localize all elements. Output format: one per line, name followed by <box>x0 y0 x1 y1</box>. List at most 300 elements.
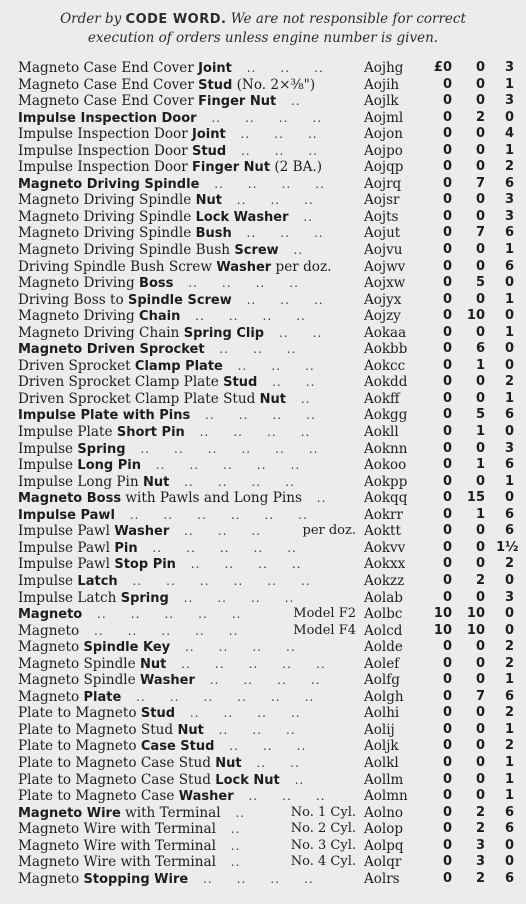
shillings-cell: 0 <box>475 242 485 258</box>
leader-dots: .. .. .. <box>214 342 316 357</box>
part-description <box>18 656 166 674</box>
pence-cell: 1 <box>504 242 514 258</box>
part-row <box>18 606 518 623</box>
part-description <box>18 590 169 608</box>
leader-dots: .. .. .. .. .. .. <box>131 689 334 704</box>
pounds-cell: 0 <box>442 837 452 853</box>
part-description <box>18 805 221 823</box>
part-name-bold: Magneto Boss <box>18 491 122 507</box>
part-name-bold: Long Pin <box>77 458 141 474</box>
shillings-cell: 0 <box>475 390 485 406</box>
part-name-text: with Pawls and Long Pins <box>121 490 302 507</box>
part-name-text: Driven Sprocket <box>18 357 135 374</box>
part-description <box>18 738 214 756</box>
part-row <box>18 275 518 292</box>
part-description <box>18 755 242 773</box>
shillings-cell: 0 <box>475 440 485 456</box>
part-name-text: Magneto Spindle <box>18 655 141 672</box>
part-description <box>18 126 226 144</box>
part-row <box>18 772 518 789</box>
pounds-cell: 0 <box>442 854 452 870</box>
part-description <box>18 308 180 326</box>
part-name-bold: Screw <box>234 243 279 259</box>
part-description <box>18 358 223 376</box>
pence-cell: 6 <box>504 506 514 522</box>
pence-cell: 1 <box>504 788 514 804</box>
order-instructions <box>28 10 498 48</box>
pence-cell: 6 <box>504 688 514 704</box>
part-description <box>18 556 176 574</box>
leader-dots: .. .. .. .. <box>200 408 336 423</box>
pence-cell: 2 <box>504 705 514 721</box>
code-word-cell: Aolef <box>364 655 400 672</box>
part-name-text: Impulse <box>18 440 78 457</box>
leader-dots: .. .. .. .. <box>209 176 345 191</box>
shillings-cell: 0 <box>475 291 485 307</box>
pounds-cell: 0 <box>442 341 452 357</box>
shillings-cell: 0 <box>475 142 485 158</box>
pounds-cell: 0 <box>442 721 452 737</box>
part-name-text: Magneto Driving Spindle <box>18 192 196 209</box>
pounds-cell: 0 <box>442 506 452 522</box>
part-row <box>18 722 518 739</box>
code-word-cell: Aojml <box>364 109 404 126</box>
part-row <box>18 159 518 176</box>
code-word-cell: Aojyx <box>364 291 402 308</box>
part-name-text: Impulse <box>18 572 78 589</box>
pence-cell: 0 <box>504 490 514 506</box>
part-name-bold: Nut <box>195 193 222 209</box>
pence-cell: 2 <box>504 374 514 390</box>
part-name-bold: Finger Nut <box>192 160 271 176</box>
pounds-cell: 0 <box>442 771 452 787</box>
shillings-cell: 0 <box>475 705 485 721</box>
pence-cell: 1 <box>504 754 514 770</box>
leader-dots: .. .. .. .. .. <box>150 458 320 473</box>
part-note: No. 4 Cyl. <box>290 854 356 870</box>
pounds-cell: 0 <box>442 523 452 539</box>
pence-cell: 1 <box>504 76 514 92</box>
part-name-text: Plate to Magneto Stud <box>18 721 178 738</box>
shillings-cell: 7 <box>475 175 485 191</box>
pence-cell: 1½ <box>496 539 519 555</box>
shillings-cell: 1 <box>475 357 485 373</box>
code-word-cell: Aokxx <box>364 556 406 573</box>
leader-dots: .. .. .. .. <box>179 474 315 489</box>
part-name-bold: Joint <box>198 61 232 76</box>
part-description <box>18 441 126 459</box>
part-row <box>18 656 518 673</box>
part-row <box>18 573 518 590</box>
pence-cell: 0 <box>504 572 514 588</box>
part-description <box>18 93 276 111</box>
pence-cell: 6 <box>504 175 514 191</box>
part-name-bold: Magneto Driving Spindle <box>18 176 200 192</box>
leader-dots: .. <box>225 822 260 837</box>
code-word-cell: Aokoo <box>364 457 407 474</box>
code-word-cell: Aojih <box>364 76 400 93</box>
part-row <box>18 225 518 242</box>
part-name-text: Plate to Magneto <box>18 738 141 755</box>
pence-cell: 0 <box>504 308 514 324</box>
part-row <box>18 259 518 276</box>
part-name-text: (2 BA.) <box>270 159 323 176</box>
part-description <box>18 474 169 492</box>
part-name-text: Magneto Case End Cover <box>18 93 199 110</box>
code-word-cell: Aolno <box>364 804 404 821</box>
part-description <box>18 209 289 227</box>
part-name-text: Magneto <box>18 622 80 639</box>
part-row <box>18 407 518 424</box>
part-row <box>18 507 518 524</box>
part-row <box>18 341 518 358</box>
pence-cell: 0 <box>504 341 514 357</box>
leader-dots: .. <box>225 855 260 870</box>
part-name-text: Impulse Long Pin <box>18 473 143 490</box>
part-row <box>18 60 518 77</box>
leader-dots: .. .. .. <box>231 193 334 208</box>
pounds-cell: £0 <box>433 60 452 75</box>
leader-dots: .. .. <box>274 325 342 340</box>
part-name-text: Impulse Plate <box>18 424 117 441</box>
part-description <box>18 672 195 690</box>
pence-cell: 4 <box>504 126 514 142</box>
part-row <box>18 838 518 855</box>
leader-dots: .. .. .. <box>241 226 343 241</box>
part-name-text: Driven Sprocket Clamp Plate <box>18 374 224 391</box>
pounds-cell: 0 <box>442 76 452 92</box>
part-name-text: Magneto Case End Cover <box>18 60 199 76</box>
code-word-cell: Aolfg <box>364 672 400 689</box>
shillings-cell: 0 <box>475 208 485 224</box>
pounds-cell: 0 <box>442 192 452 208</box>
part-name-text: Plate to Magneto Case <box>18 788 179 805</box>
pounds-cell: 0 <box>442 357 452 373</box>
part-name-text: Driving Spindle Bush Screw <box>18 258 217 275</box>
code-word-cell: Aolij <box>364 721 395 738</box>
pounds-cell: 0 <box>442 738 452 754</box>
part-name-text: Magneto Wire with Terminal <box>18 837 216 854</box>
code-word-cell: Aojsr <box>364 192 400 209</box>
pounds-cell: 0 <box>442 93 452 109</box>
part-description <box>18 325 264 343</box>
part-row <box>18 192 518 209</box>
pounds-cell: 0 <box>442 754 452 770</box>
part-description <box>18 854 216 872</box>
code-word-cell: Aojwv <box>364 258 406 275</box>
part-name-text: with Terminal <box>120 804 221 821</box>
leader-dots: .. .. .. .. .. <box>89 623 258 638</box>
part-name-text: Impulse Pawl <box>18 556 115 573</box>
part-row <box>18 705 518 722</box>
code-word-cell: Aolgh <box>364 688 404 705</box>
part-name-text: Impulse Inspection Door <box>18 126 193 143</box>
pence-cell: 6 <box>504 523 514 539</box>
part-row <box>18 93 518 110</box>
shillings-cell: 0 <box>475 523 485 539</box>
pounds-cell: 0 <box>442 473 452 489</box>
code-word-cell: Aolcd <box>364 622 403 639</box>
part-description <box>18 424 185 442</box>
pence-cell: 3 <box>504 208 514 224</box>
leader-dots: .. <box>225 838 260 853</box>
parts-list <box>18 60 518 887</box>
part-description <box>18 639 170 657</box>
part-name-text: Magneto Driving Spindle <box>18 208 196 225</box>
pounds-cell: 0 <box>442 258 452 274</box>
pounds-cell: 0 <box>442 788 452 804</box>
shillings-cell: 2 <box>475 109 485 125</box>
code-word-cell: Aokqq <box>364 490 408 507</box>
part-row <box>18 556 518 573</box>
part-row <box>18 424 518 441</box>
part-name-bold: Spring <box>77 441 126 457</box>
code-word: CODE WORD. <box>125 12 227 27</box>
leader-dots: .. <box>289 772 324 787</box>
part-row <box>18 540 518 557</box>
pounds-cell: 0 <box>442 490 452 506</box>
pounds-cell: 0 <box>442 407 452 423</box>
part-description <box>18 523 169 541</box>
part-name-bold: Impulse Plate with Pins <box>18 408 191 424</box>
code-word-cell: Aokaa <box>364 324 407 341</box>
leader-dots: .. <box>296 391 330 406</box>
part-description <box>18 143 226 161</box>
part-row <box>18 689 518 706</box>
code-word-cell: Aolkl <box>364 754 399 771</box>
part-description <box>18 772 280 790</box>
pounds-cell: 0 <box>442 804 452 820</box>
part-note: No. 1 Cyl. <box>290 804 356 820</box>
part-name-bold: Case Stud <box>140 739 215 755</box>
code-word-cell: Aokdd <box>364 374 408 391</box>
code-word-cell: Aokff <box>364 390 400 407</box>
leader-dots: .. .. .. .. <box>178 590 314 605</box>
part-row <box>18 788 518 805</box>
pounds-cell: 0 <box>442 688 452 704</box>
code-word-cell: Aolbc <box>364 606 403 623</box>
leader-dots: .. .. .. .. .. .. <box>124 507 328 522</box>
part-name-text: Driving Boss to <box>18 291 128 308</box>
leader-dots: .. .. .. .. <box>206 110 342 125</box>
part-row <box>18 110 518 127</box>
code-word-cell: Aolop <box>364 821 403 838</box>
part-name-bold: Clamp Plate <box>134 358 223 374</box>
pounds-cell: 0 <box>442 291 452 307</box>
code-word-cell: Aollm <box>364 771 404 788</box>
part-row <box>18 755 518 772</box>
leader-dots: .. .. .. <box>241 292 343 307</box>
code-word-cell: Aojzy <box>364 308 401 325</box>
part-name-text: Impulse Pawl <box>18 523 115 540</box>
part-description <box>18 573 118 591</box>
leader-dots: .. <box>288 243 323 258</box>
part-name-text: Magneto Driving Spindle Bush <box>18 242 235 259</box>
part-description <box>18 705 175 723</box>
part-description <box>18 259 331 277</box>
code-word-cell: Aoljk <box>364 738 399 755</box>
pence-cell: 0 <box>504 275 514 291</box>
part-row <box>18 523 518 540</box>
shillings-cell: 0 <box>475 589 485 605</box>
part-name-bold: Chain <box>139 309 181 325</box>
pence-cell: 2 <box>504 738 514 754</box>
pounds-cell: 0 <box>442 308 452 324</box>
part-name-text: Magneto Driving Chain <box>18 324 184 341</box>
shillings-cell: 0 <box>475 93 485 109</box>
part-name-text: (No. 2×⅜") <box>232 76 316 93</box>
part-row <box>18 490 518 507</box>
part-name-bold: Impulse Pawl <box>18 507 115 523</box>
part-description <box>18 490 302 508</box>
leader-dots: .. .. .. .. .. <box>176 656 345 671</box>
part-description <box>18 821 216 839</box>
pounds-cell: 10 <box>433 622 452 638</box>
part-name-bold: Bush <box>195 226 232 242</box>
part-name-text: Magneto Driving Spindle <box>18 225 196 242</box>
part-name-bold: Spindle Key <box>83 640 171 656</box>
header-text-end: We are not responsible for correct execution of orders unless engine number is given. <box>87 11 466 46</box>
pence-cell: 6 <box>504 258 514 274</box>
shillings-cell: 0 <box>475 639 485 655</box>
part-note: Model F4 <box>293 622 356 638</box>
leader-dots: .. <box>311 491 346 506</box>
part-description <box>18 374 257 392</box>
code-word-cell: Aolhi <box>364 705 400 722</box>
part-name-text: per doz. <box>271 258 332 275</box>
code-word-cell: Aojrq <box>364 175 402 192</box>
pounds-cell: 0 <box>442 440 452 456</box>
code-word-cell: Aokpp <box>364 473 408 490</box>
pounds-cell: 0 <box>442 539 452 555</box>
part-row <box>18 325 518 342</box>
code-word-cell: Aojon <box>364 126 403 143</box>
part-name-bold: Stud <box>192 143 227 159</box>
part-row <box>18 374 518 391</box>
part-row <box>18 308 518 325</box>
part-name-text: Magneto Spindle <box>18 672 141 689</box>
shillings-cell: 2 <box>475 821 485 837</box>
code-word-cell: Aolrs <box>364 870 400 887</box>
part-row <box>18 871 518 888</box>
shillings-cell: 0 <box>475 159 485 175</box>
pounds-cell: 0 <box>442 705 452 721</box>
pence-cell: 0 <box>504 109 514 125</box>
pence-cell: 6 <box>504 407 514 423</box>
part-row <box>18 143 518 160</box>
part-description <box>18 60 232 78</box>
pounds-cell: 0 <box>442 208 452 224</box>
leader-dots: .. .. .. <box>243 789 345 804</box>
shillings-cell: 1 <box>475 424 485 440</box>
part-description <box>18 176 199 194</box>
pounds-cell: 0 <box>442 821 452 837</box>
pence-cell: 0 <box>504 837 514 853</box>
part-description <box>18 275 173 293</box>
part-description <box>18 540 138 558</box>
part-row <box>18 821 518 838</box>
leader-dots: .. .. .. .. .. <box>147 540 317 555</box>
pence-cell: 6 <box>504 821 514 837</box>
pounds-cell: 0 <box>442 225 452 241</box>
leader-dots: .. .. .. .. <box>180 640 315 655</box>
part-name-text: Impulse Inspection Door <box>18 159 193 176</box>
shillings-cell: 0 <box>475 556 485 572</box>
part-name-text: Plate to Magneto <box>18 705 141 722</box>
pounds-cell: 0 <box>442 572 452 588</box>
part-name-bold: Short Pin <box>116 425 185 441</box>
part-description <box>18 159 322 177</box>
part-description <box>18 457 141 475</box>
pounds-cell: 0 <box>442 655 452 671</box>
code-word-cell: Aokll <box>364 424 399 441</box>
shillings-cell: 0 <box>475 771 485 787</box>
part-description <box>18 838 216 856</box>
code-word-cell: Aokvv <box>364 539 406 556</box>
part-description <box>18 77 315 95</box>
part-name-text: Magneto Case End Cover <box>18 76 199 93</box>
part-name-bold: Spring <box>120 590 169 606</box>
leader-dots: .. .. .. .. <box>185 557 321 572</box>
leader-dots: .. .. .. .. .. <box>92 607 261 622</box>
part-name-text: Plate to Magneto Case Stud <box>18 771 216 788</box>
pounds-cell: 10 <box>433 606 452 622</box>
code-word-cell: Aojhg <box>364 60 404 76</box>
pounds-cell: 0 <box>442 672 452 688</box>
shillings-cell: 0 <box>475 539 485 555</box>
shillings-cell: 0 <box>475 754 485 770</box>
pounds-cell: 0 <box>442 275 452 291</box>
part-name-bold: Stopping Wire <box>83 871 189 887</box>
leader-dots: .. .. .. <box>236 143 338 158</box>
part-row <box>18 176 518 193</box>
code-word-cell: Aojts <box>364 208 399 225</box>
pounds-cell: 0 <box>442 424 452 440</box>
part-name-bold: Nut <box>142 474 170 490</box>
shillings-cell: 5 <box>475 407 485 423</box>
part-name-text: Magneto Driving <box>18 275 140 292</box>
part-name-bold: Joint <box>192 127 226 143</box>
pence-cell: 0 <box>504 357 514 373</box>
part-description <box>18 292 232 310</box>
part-name-bold: Nut <box>215 755 242 771</box>
code-word-cell: Aoktt <box>364 523 401 540</box>
part-row <box>18 854 518 871</box>
part-description <box>18 110 197 128</box>
header-text-start: Order by <box>60 11 126 27</box>
part-description <box>18 242 279 260</box>
part-name-text: Impulse Latch <box>18 589 121 606</box>
shillings-cell: 3 <box>475 854 485 870</box>
pence-cell: 6 <box>504 457 514 473</box>
leader-dots: .. .. <box>251 755 320 770</box>
code-word-cell: Aokgg <box>364 407 408 424</box>
part-description <box>18 192 222 210</box>
part-name-bold: Lock Nut <box>215 772 280 788</box>
part-row <box>18 292 518 309</box>
shillings-cell: 0 <box>475 192 485 208</box>
pence-cell: 3 <box>504 192 514 208</box>
pence-cell: 6 <box>504 225 514 241</box>
part-row <box>18 639 518 656</box>
shillings-cell: 10 <box>466 308 485 324</box>
code-word-cell: Aolde <box>364 639 403 656</box>
part-name-text: Plate to Magneto Case Stud <box>18 754 216 771</box>
leader-dots: .. .. .. .. .. .. <box>127 573 330 588</box>
code-word-cell: Aolmn <box>364 788 408 805</box>
part-row <box>18 474 518 491</box>
code-word-cell: Aoknn <box>364 440 408 457</box>
